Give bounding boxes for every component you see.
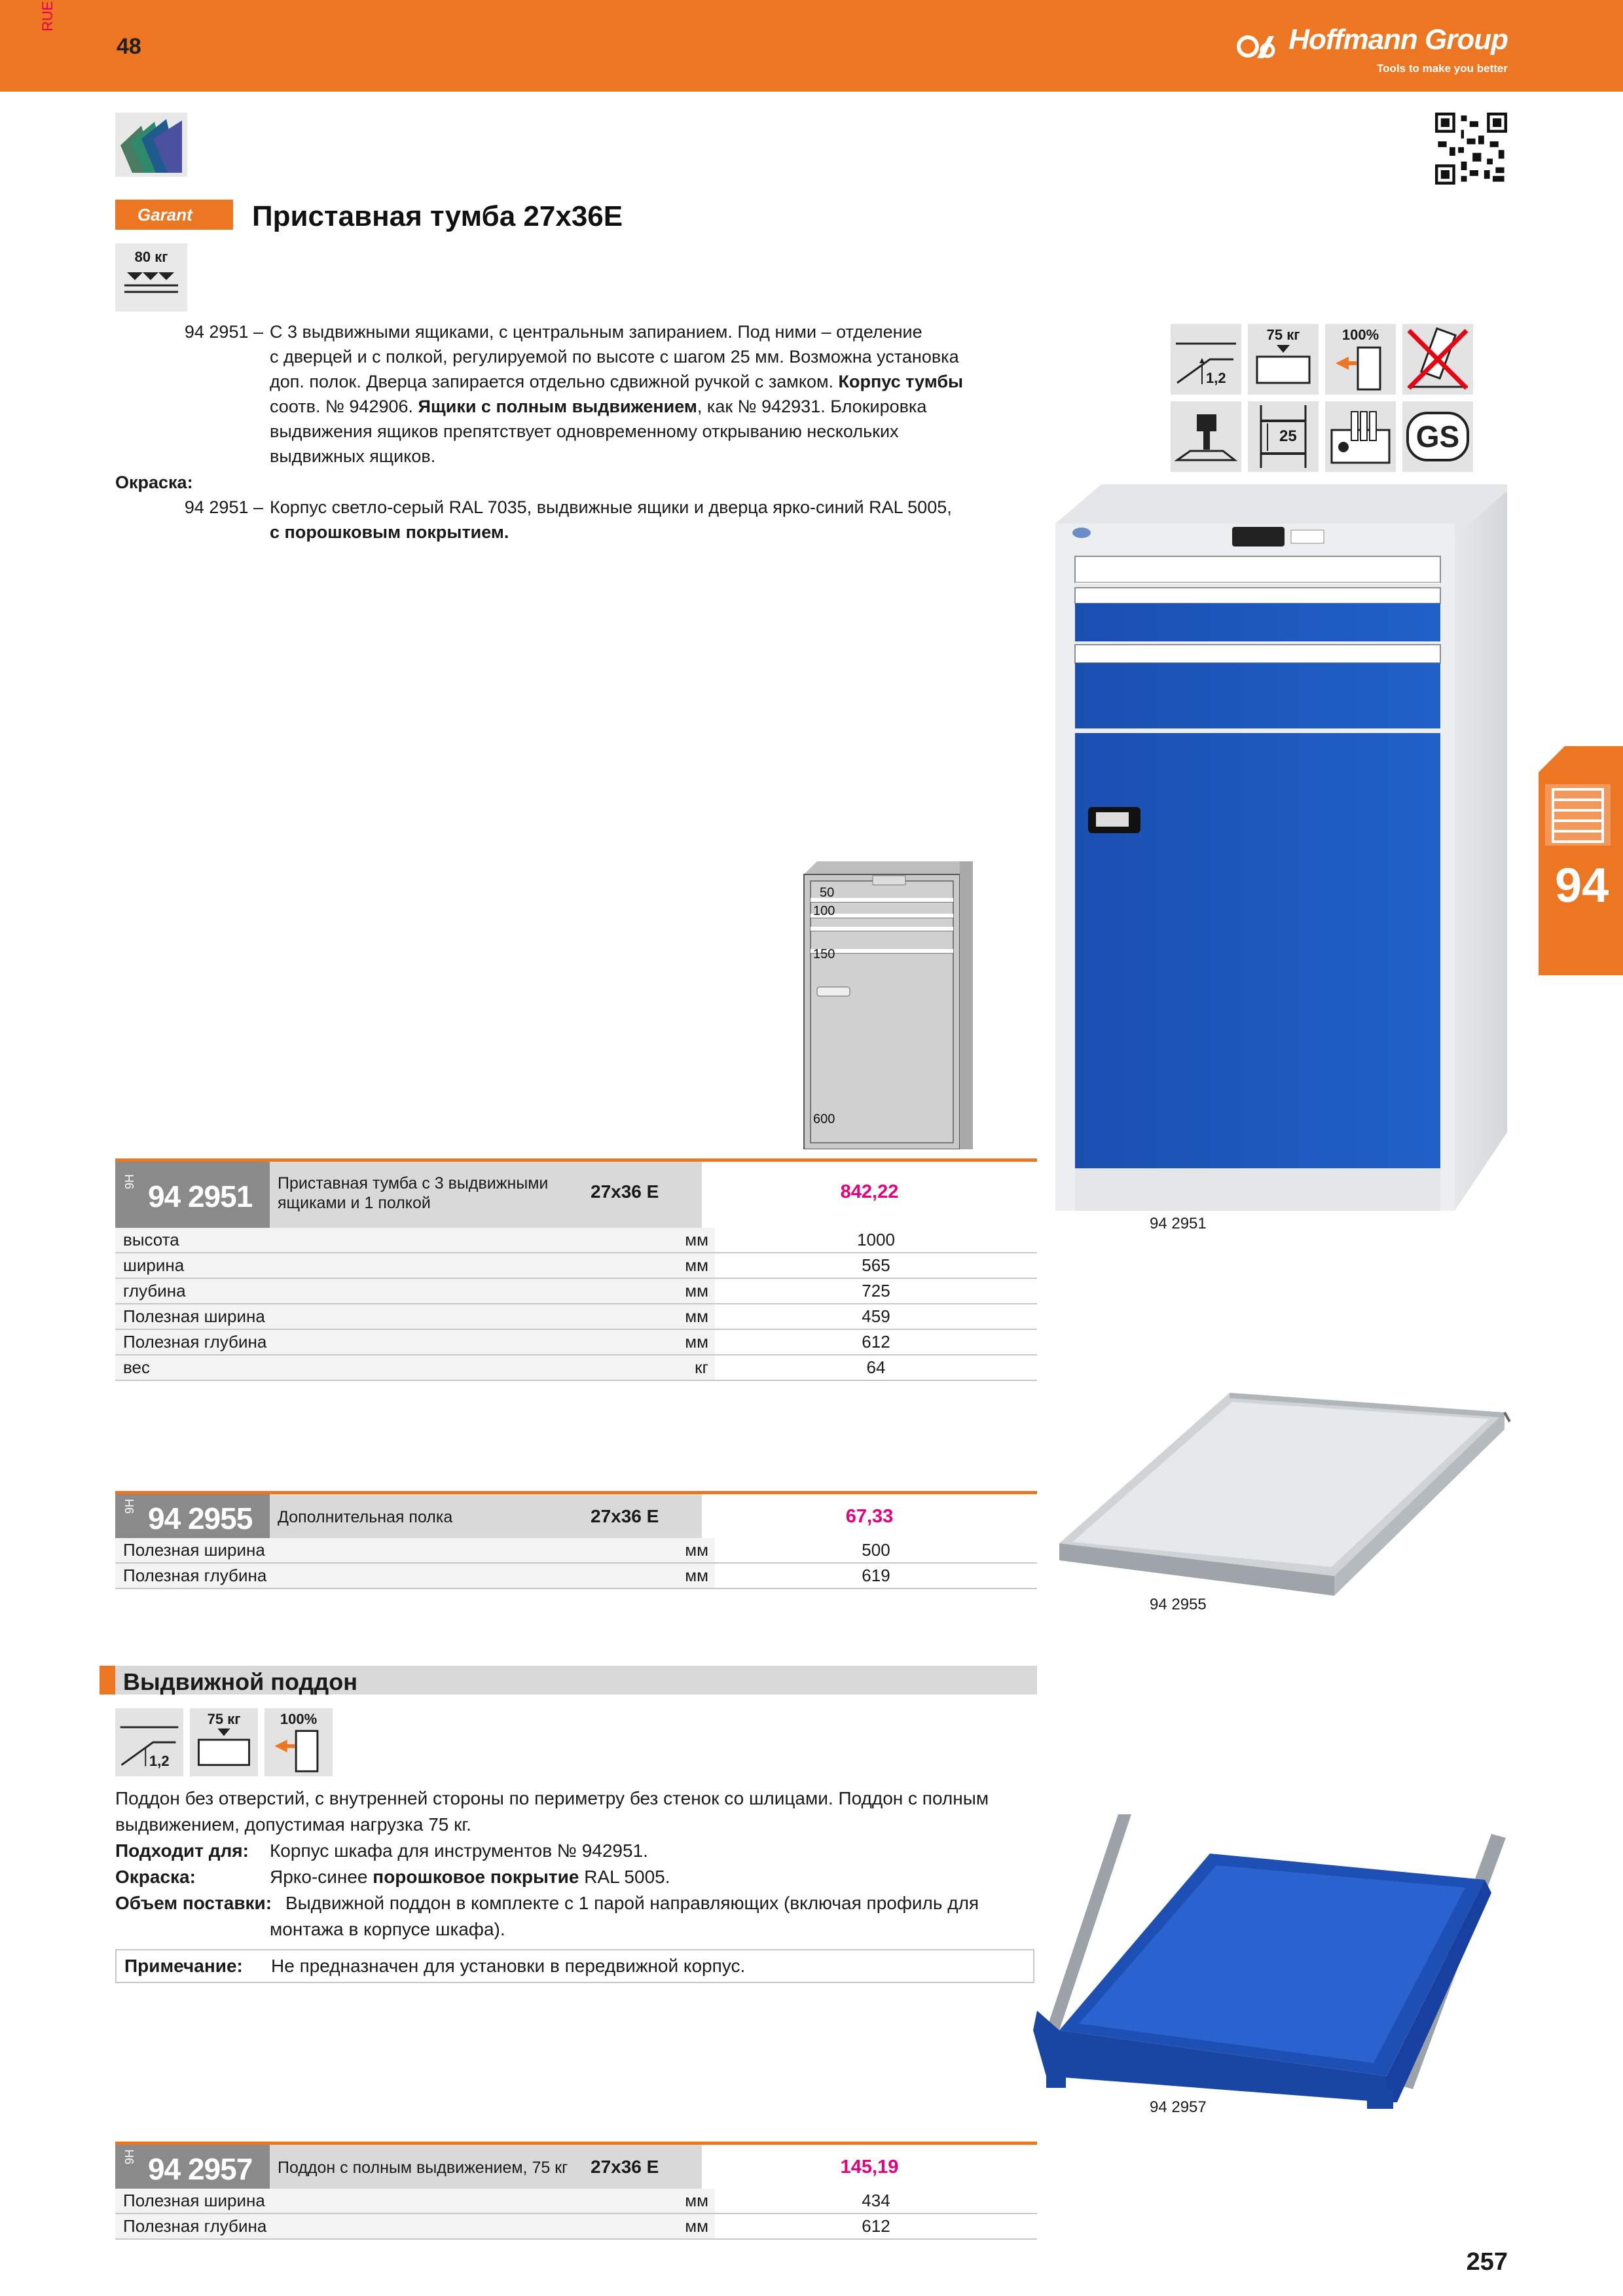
feature-icons <box>1171 324 1478 475</box>
shelf-pitch-value: 25 <box>1279 427 1297 445</box>
hoffmann-logo-icon <box>1235 32 1279 61</box>
desc-bold: Ящики с полным выдвижением <box>418 397 697 416</box>
spec-value: 619 <box>715 1564 1037 1588</box>
supply-value: Выдвижной поддон в комплекте с 1 парой направляющих (включая профиль для <box>285 1893 979 1913</box>
table-row <box>115 1253 1037 1279</box>
spec-value: 725 <box>715 1279 1037 1303</box>
spec-unit-cell <box>591 1564 715 1588</box>
tray-section-title: Выдвижной поддон <box>123 1668 357 1695</box>
spec-name: высота <box>115 1228 591 1252</box>
table-row <box>115 2214 1037 2240</box>
cabinet-product-image <box>1055 484 1507 1211</box>
paint-line: Корпус светло-серый RAL 7035, выдвижные ящики и дверца ярко-синий RAL 5005, <box>270 497 952 517</box>
desc-line: доп. полок. Дверца запирается отдельно сдвижной ручкой с замком. <box>270 372 839 391</box>
article-price: 842,22 <box>702 1162 1037 1228</box>
drawer-load-icon <box>1248 324 1319 395</box>
brand-name: Hoffmann Group <box>1288 24 1508 56</box>
full-extension-value: 100% <box>280 1711 318 1727</box>
tray-text: выдвижением, допустимая нагрузка 75 кг. <box>115 1814 471 1835</box>
table-row <box>115 1564 1037 1589</box>
drawer-divider-icon <box>1325 401 1396 472</box>
article-cell <box>115 1494 270 1538</box>
article-description: Приставная тумба с 3 выдвижными ящиками и 1 полкой <box>270 1162 591 1228</box>
desc-line: выдвижных ящиков. <box>270 446 436 466</box>
spec-name: вес <box>115 1355 591 1380</box>
spec-value: 565 <box>715 1253 1037 1278</box>
desc-bold: Корпус тумбы <box>838 372 964 391</box>
garant-badge <box>115 200 233 230</box>
spec-unit: мм <box>685 1306 708 1326</box>
paint-value: Ярко-синее <box>270 1867 373 1887</box>
drawing-label: 100 <box>813 904 835 918</box>
drawing-label: 600 <box>813 1112 835 1126</box>
paint-heading: Окраска: <box>115 473 193 492</box>
desc-line: выдвижения ящиков препятствует одновременному открыванию нескольких <box>270 422 899 441</box>
article-description: Поддон с полным выдвижением, 75 кг <box>270 2145 591 2189</box>
section-number: 94 <box>1555 858 1609 912</box>
spec-unit-cell <box>591 1355 715 1380</box>
article-size: 27x36 E <box>591 2145 702 2189</box>
table-row <box>115 1330 1037 1355</box>
article-size: 27x36 E <box>591 1162 702 1228</box>
spec-name: глубина <box>115 1279 591 1303</box>
overtravel-value: 1,2 <box>149 1753 170 1769</box>
table-row <box>115 2189 1037 2214</box>
spec-name: Полезная глубина <box>115 1330 591 1354</box>
spec-unit: мм <box>685 2191 708 2210</box>
load-arrows-icon <box>122 266 181 298</box>
spec-value: 459 <box>715 1304 1037 1329</box>
spec-unit: мм <box>685 1566 708 1585</box>
spec-name: ширина <box>115 1253 591 1278</box>
image-caption: 94 2957 <box>1150 2098 1207 2116</box>
table-row <box>115 1228 1037 1253</box>
cabinet-dimension-drawing <box>797 861 973 1149</box>
spec-unit-cell <box>591 2189 715 2213</box>
brand-logo <box>1235 24 1508 75</box>
product-title: Приставная тумба 27x36E <box>252 200 623 232</box>
table-row <box>115 1304 1037 1330</box>
fits-label: Подходит для: <box>115 1840 249 1861</box>
article-number: 94 2957 <box>148 2152 253 2186</box>
spec-unit: мм <box>685 1540 708 1560</box>
garant-badge-label: Garant <box>137 205 192 224</box>
tray-section-heading <box>100 1666 1037 1695</box>
full-extension-icon <box>1325 324 1396 395</box>
tray-product-image <box>1033 1814 1518 2109</box>
shelf-product-image <box>1053 1380 1511 1596</box>
image-caption: 94 2955 <box>1150 1596 1207 1613</box>
drawer-load-icon <box>190 1708 258 1776</box>
article-description: Дополнительная полка <box>270 1494 591 1538</box>
article-number: 94 2951 <box>148 1179 253 1213</box>
product-table-942957 <box>115 2142 1037 2240</box>
spec-value: 500 <box>715 1538 1037 1562</box>
shelf-pitch-icon <box>1248 401 1319 472</box>
product-table-942951 <box>115 1158 1037 1381</box>
page-header-bar <box>0 0 1623 92</box>
side-code: RUE <box>39 1 56 31</box>
note-label: Примечание: <box>124 1956 243 1976</box>
qr-code-icon <box>1435 113 1507 185</box>
spec-unit-cell <box>591 1304 715 1329</box>
image-caption: 94 2951 <box>1150 1215 1207 1232</box>
spec-value: 64 <box>715 1355 1037 1380</box>
supply-label: Объем поставки: <box>115 1893 272 1913</box>
product-table-942955 <box>115 1491 1037 1589</box>
spec-unit-cell <box>591 1253 715 1278</box>
spec-unit-cell <box>591 2214 715 2238</box>
table-row <box>115 1538 1037 1564</box>
note-box <box>115 1949 1034 1983</box>
desc-line: С 3 выдвижными ящиками, с центральным запиранием. Под ними – отделение <box>270 322 922 342</box>
paint-label: Окраска: <box>115 1867 196 1887</box>
desc-line: соотв. № 942906. <box>270 397 418 416</box>
spec-unit: кг <box>695 1357 708 1377</box>
article-cell <box>115 2145 270 2189</box>
paint-value-bold: порошковое покрытие <box>373 1867 579 1887</box>
desc-article: 94 2951 – <box>184 322 263 342</box>
page-number: 257 <box>1466 2248 1508 2276</box>
page-reference: 48 <box>117 34 141 59</box>
spec-unit: мм <box>685 1255 708 1275</box>
series-code: 9H <box>123 1498 136 1514</box>
extension-overtravel-icon <box>1171 324 1241 395</box>
desc-line: , как № 942931. Блокировка <box>697 397 927 416</box>
full-extension-icon <box>264 1708 333 1776</box>
article-price: 145,19 <box>702 2145 1037 2189</box>
paint-bold: с порошковым покрытием. <box>270 522 509 542</box>
spec-value: 1000 <box>715 1228 1037 1252</box>
drawing-label: 50 <box>820 886 835 900</box>
drawing-label: 150 <box>813 947 835 961</box>
spec-name: Полезная глубина <box>115 1564 591 1588</box>
full-extension-value: 100% <box>1341 327 1379 343</box>
spec-unit-cell <box>591 1538 715 1562</box>
gs-certification-icon <box>1402 401 1473 472</box>
spec-value: 612 <box>715 1330 1037 1354</box>
drawer-load-value: 75 кг <box>1266 327 1300 343</box>
spec-value: 434 <box>715 2189 1037 2213</box>
paint-article: 94 2951 – <box>184 497 263 517</box>
article-number: 94 2955 <box>148 1501 253 1535</box>
spec-unit-cell <box>591 1279 715 1303</box>
desc-line: с дверцей и с полкой, регулируемой по высоте с шагом 25 мм. Возможна установка <box>270 347 959 367</box>
tray-feature-icons <box>115 1708 338 1780</box>
brand-tagline: Tools to make you better <box>1377 62 1508 75</box>
note-value: Не предназначен для установки в передвижной корпус. <box>271 1956 746 1976</box>
series-code: 9H <box>123 1174 136 1189</box>
spec-unit-cell <box>591 1330 715 1354</box>
table-row <box>115 1279 1037 1304</box>
article-size: 27x36 E <box>591 1494 702 1538</box>
article-cell <box>115 1162 270 1228</box>
spec-unit: мм <box>685 1281 708 1300</box>
drawer-load-value: 75 кг <box>207 1711 241 1727</box>
svg-text:GS: GS <box>1415 420 1460 454</box>
table-row <box>115 1355 1037 1381</box>
overtravel-value: 1,2 <box>1206 370 1226 386</box>
central-lock-icon <box>1171 401 1241 472</box>
product-description <box>115 319 1032 545</box>
spec-name: Полезная ширина <box>115 2189 591 2213</box>
section-tab <box>1539 746 1623 975</box>
spec-unit: мм <box>685 1332 708 1352</box>
spec-unit-cell <box>591 1228 715 1252</box>
spec-name: Полезная глубина <box>115 2214 591 2238</box>
load-capacity-label: 80 кг <box>134 249 168 265</box>
spec-name: Полезная ширина <box>115 1538 591 1562</box>
extension-overtravel-icon <box>115 1708 183 1776</box>
color-swatch-image <box>115 113 187 177</box>
paint-value: RAL 5005. <box>579 1867 670 1887</box>
tray-description <box>115 1785 1045 1943</box>
spec-unit: мм <box>685 2216 708 2236</box>
spec-unit: мм <box>685 1230 708 1249</box>
spec-value: 612 <box>715 2214 1037 2238</box>
supply-value: монтажа в корпусе шкафа). <box>270 1919 505 1939</box>
series-code: 9H <box>123 2149 136 2164</box>
fits-value: Корпус шкафа для инструментов № 942951. <box>270 1840 648 1861</box>
load-capacity-badge <box>115 243 187 312</box>
article-price: 67,33 <box>702 1494 1037 1538</box>
spec-name: Полезная ширина <box>115 1304 591 1329</box>
no-tipping-icon <box>1402 324 1473 395</box>
tray-text: Поддон без отверстий, с внутренней стороны по периметру без стенок со шлицами. Поддон с полным <box>115 1788 989 1808</box>
